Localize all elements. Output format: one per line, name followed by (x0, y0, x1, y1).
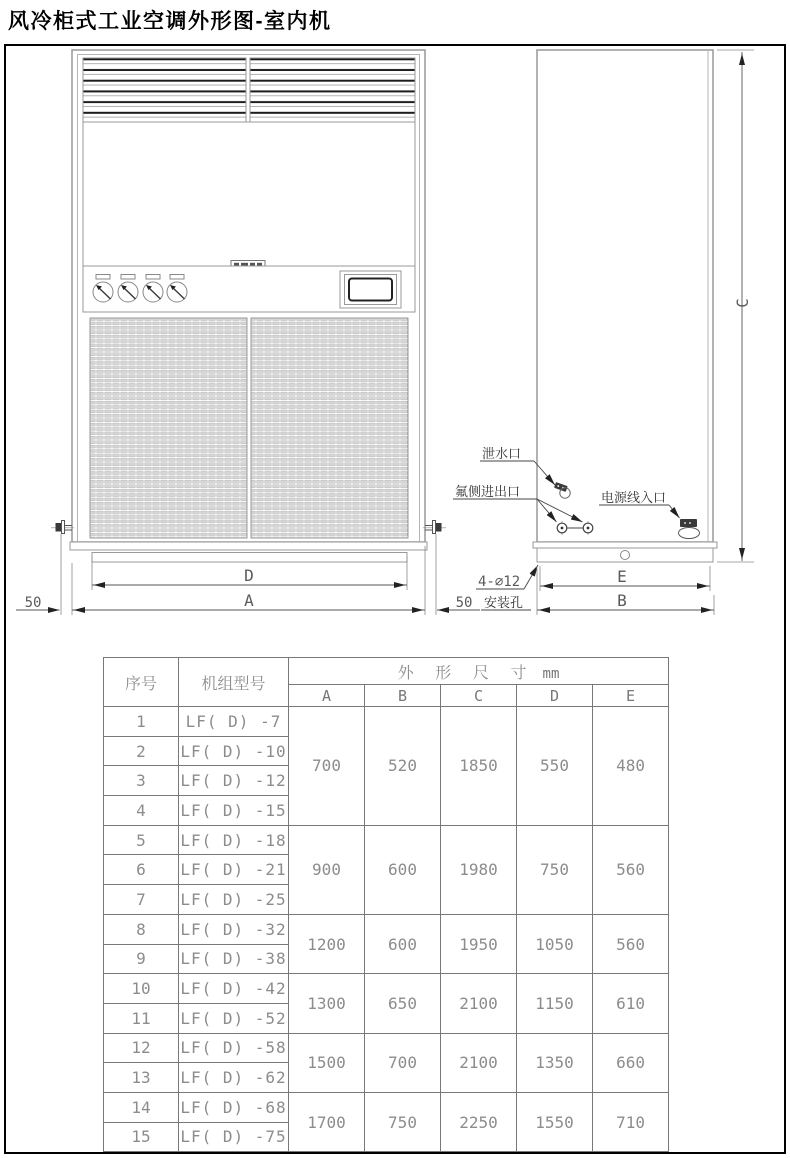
row-model: LF( D) -62 (179, 1063, 289, 1093)
front-base-lower (92, 553, 407, 563)
row-no: 10 (104, 974, 179, 1004)
drain-label: 泄水口 (482, 446, 522, 461)
dim-label-50-right: 50 (455, 595, 473, 611)
row-model: LF( D) -38 (179, 944, 289, 974)
side-view (533, 50, 717, 562)
mount-bolt-right (423, 521, 446, 534)
group-value-d: 550 (517, 707, 593, 826)
group-value-b: 600 (365, 825, 441, 914)
header-no: 序号 (104, 658, 179, 707)
header-dims-unit: mm (542, 665, 560, 682)
row-no: 14 (104, 1092, 179, 1122)
base-hole (621, 551, 630, 560)
group-value-c: 2250 (441, 1092, 517, 1151)
page-title: 风冷柜式工业空调外形图-室内机 (8, 10, 332, 33)
group-value-c: 2100 (441, 974, 517, 1033)
dim-label-50-left: 50 (24, 595, 42, 611)
table-row (104, 1033, 669, 1063)
table-row (104, 825, 669, 855)
group-value-d: 1350 (517, 1033, 593, 1092)
group-value-e: 610 (593, 974, 669, 1033)
header-dims (289, 658, 669, 685)
display-screen (340, 271, 401, 308)
row-model: LF( D) -68 (179, 1092, 289, 1122)
group-value-b: 700 (365, 1033, 441, 1092)
row-no: 5 (104, 825, 179, 855)
dim-label-c: C (733, 298, 752, 308)
row-model: LF( D) -7 (179, 707, 289, 737)
row-no: 9 (104, 944, 179, 974)
dim-label-d: D (244, 566, 254, 585)
louver-panel-left (83, 58, 246, 122)
header-col-a: A (289, 685, 365, 707)
row-no: 4 (104, 796, 179, 826)
mount-hole-label-line1: 4-∅12 (478, 574, 521, 590)
side-cabinet-outline (537, 50, 713, 542)
row-model: LF( D) -32 (179, 914, 289, 944)
row-no: 8 (104, 914, 179, 944)
header-col-b: B (365, 685, 441, 707)
row-model: LF( D) -10 (179, 736, 289, 766)
row-no: 12 (104, 1033, 179, 1063)
group-value-d: 1550 (517, 1092, 593, 1151)
front-view (51, 50, 446, 562)
group-value-b: 600 (365, 914, 441, 973)
group-value-a: 1200 (289, 914, 365, 973)
group-value-b: 650 (365, 974, 441, 1033)
group-value-d: 750 (517, 825, 593, 914)
table-row (104, 707, 669, 737)
group-value-c: 1980 (441, 825, 517, 914)
row-no: 1 (104, 707, 179, 737)
group-value-b: 750 (365, 1092, 441, 1151)
dim-label-a: A (244, 591, 254, 610)
table-row (104, 974, 669, 1004)
row-model: LF( D) -58 (179, 1033, 289, 1063)
group-value-e: 560 (593, 825, 669, 914)
row-no: 6 (104, 855, 179, 885)
header-dims-title: 外 形 尺 寸 (397, 662, 533, 682)
header-col-c: C (441, 685, 517, 707)
row-no: 7 (104, 885, 179, 915)
row-no: 3 (104, 766, 179, 796)
table-row (104, 914, 669, 944)
side-base-upper (533, 542, 717, 548)
dim-label-e: E (617, 567, 627, 586)
group-value-d: 1150 (517, 974, 593, 1033)
group-value-c: 1850 (441, 707, 517, 826)
row-no: 11 (104, 1003, 179, 1033)
row-no: 13 (104, 1063, 179, 1093)
group-value-e: 480 (593, 707, 669, 826)
grille-panel-left (90, 318, 247, 538)
row-model: LF( D) -15 (179, 796, 289, 826)
group-value-e: 660 (593, 1033, 669, 1092)
group-value-a: 900 (289, 825, 365, 914)
power-label: 电源线入口 (601, 490, 667, 505)
header-col-d: D (517, 685, 593, 707)
mount-hole-label-line2: 安装孔 (484, 595, 524, 610)
row-model: LF( D) -42 (179, 974, 289, 1004)
header-model: 机组型号 (179, 658, 289, 707)
dimension-table-container (103, 657, 669, 1152)
row-model: LF( D) -25 (179, 885, 289, 915)
group-value-c: 1950 (441, 914, 517, 973)
row-model: LF( D) -52 (179, 1003, 289, 1033)
row-model: LF( D) -21 (179, 855, 289, 885)
front-base-upper (70, 542, 427, 550)
row-model: LF( D) -18 (179, 825, 289, 855)
front-body-panel (83, 122, 415, 266)
fluorine-label: 氟侧进出口 (455, 484, 521, 499)
row-no: 2 (104, 736, 179, 766)
group-value-a: 700 (289, 707, 365, 826)
dim-label-b: B (617, 591, 627, 610)
louver-panel-right (250, 58, 415, 122)
row-model: LF( D) -75 (179, 1122, 289, 1152)
group-value-d: 1050 (517, 914, 593, 973)
table-row (104, 1092, 669, 1122)
group-value-a: 1700 (289, 1092, 365, 1151)
header-col-e: E (593, 685, 669, 707)
group-value-a: 1300 (289, 974, 365, 1033)
mount-bolt-left (51, 521, 74, 534)
grille-panel-right (251, 318, 408, 538)
group-value-c: 2100 (441, 1033, 517, 1092)
row-no: 15 (104, 1122, 179, 1152)
group-value-e: 560 (593, 914, 669, 973)
row-model: LF( D) -12 (179, 766, 289, 796)
dimension-table (103, 657, 669, 1152)
group-value-a: 1500 (289, 1033, 365, 1092)
group-value-e: 710 (593, 1092, 669, 1151)
group-value-b: 520 (365, 707, 441, 826)
table-header-row-1 (104, 658, 669, 685)
